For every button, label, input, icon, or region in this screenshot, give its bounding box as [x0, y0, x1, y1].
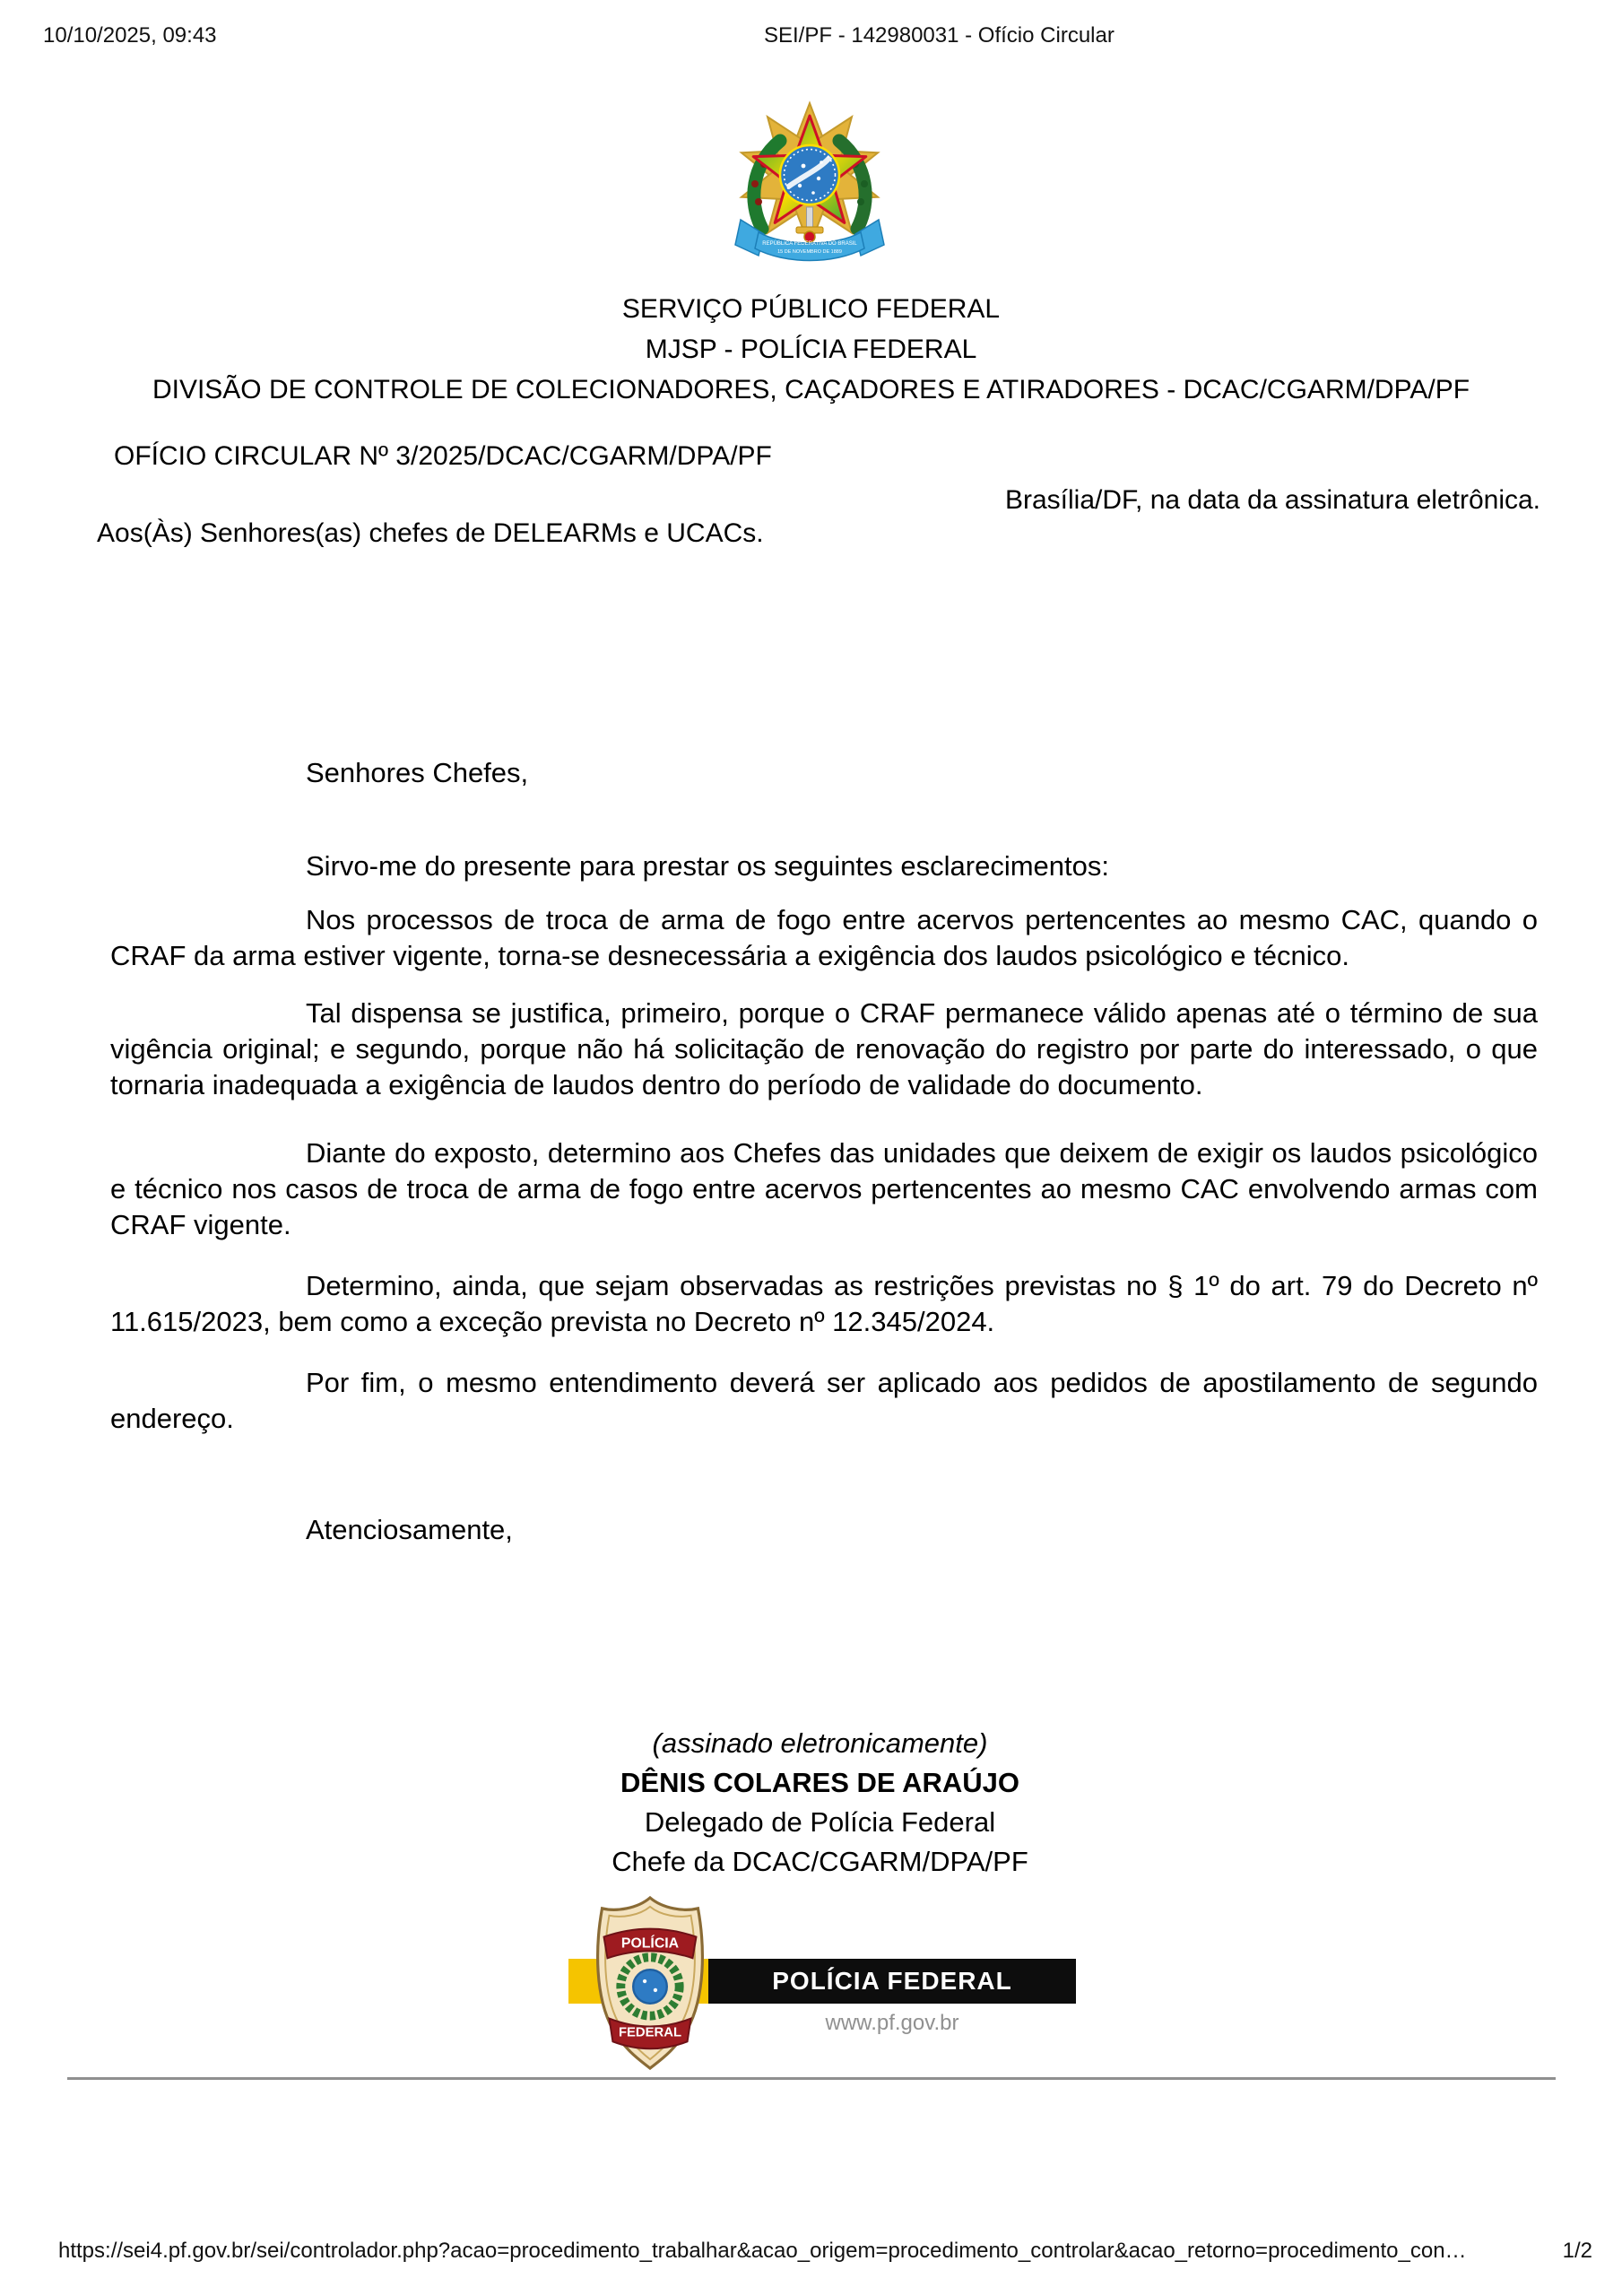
letterhead	[0, 289, 1622, 410]
letterhead-line-divisao: DIVISÃO DE CONTROLE DE COLECIONADORES, CAÇADORES E ATIRADORES - DCAC/CGARM/DPA/PF	[152, 375, 1470, 404]
place-date-line: Brasília/DF, na data da assinatura eletrônica.	[1005, 485, 1540, 515]
print-document-title: SEI/PF - 142980031 - Ofício Circular	[764, 23, 1115, 48]
letterhead-line-orgao: MJSP - POLÍCIA FEDERAL	[645, 335, 977, 364]
policia-federal-banner	[567, 1894, 1078, 2074]
paragraph-3: Diante do exposto, determino aos Chefes das unidades que deixem de exigir os laudos psicológico e técnico nos casos de troca de arma de fogo entre acervos pertencentes ao mesmo CAC envolvendo armas com CRAF vigente.	[110, 1137, 1538, 1240]
letterhead-line-servico: SERVIÇO PÚBLICO FEDERAL	[621, 294, 1001, 324]
star-dot	[820, 161, 823, 164]
letter-body	[110, 755, 1538, 1548]
ribbon-text-line1: REPÚBLICA FEDERATIVA DO BRASIL	[762, 241, 857, 247]
badge-star-dot	[654, 1988, 657, 1992]
star-dot	[798, 184, 802, 187]
tobacco-leaf	[861, 180, 868, 187]
ribbon-text-line2: 15 DE NOVEMBRO DE 1889	[777, 249, 842, 255]
closing-line: Atenciosamente,	[306, 1514, 513, 1545]
star-dot	[802, 164, 806, 169]
star-dot	[811, 191, 815, 195]
coffee-berry	[755, 198, 762, 205]
paragraph-intro: Sirvo-me do presente para prestar os seguintes esclarecimentos:	[306, 850, 1109, 882]
paragraph-4: Determino, ainda, que sejam observadas as restrições previstas no § 1º do art. 79 do Decreto nº 11.615/2023, bem como a exceção prevista no Decreto nº 12.345/2024.	[110, 1270, 1538, 1337]
paragraph-5: Por fim, o mesmo entendimento deverá ser aplicado aos pedidos de apostilamento de segundo endereço.	[110, 1367, 1538, 1434]
banner-black-bar	[708, 1959, 1076, 2004]
paragraph-1: Nos processos de troca de arma de fogo entre acervos pertencentes ao mesmo CAC, quando o CRAF da arma estiver vigente, torna-se desnecessária a exigência dos laudos psicológico e técnico.	[110, 904, 1538, 971]
signature-block	[9, 1724, 1622, 1882]
badge-star-dot	[643, 1979, 646, 1983]
coffee-berry	[751, 180, 759, 187]
banner-website-url: www.pf.gov.br	[825, 2011, 959, 2035]
banner-title: POLÍCIA FEDERAL	[772, 1967, 1012, 1995]
signature-note: (assinado eletronicamente)	[652, 1727, 988, 1759]
brazil-coat-of-arms-emblem	[728, 100, 891, 262]
star-dot	[817, 177, 820, 180]
footer-divider-line	[67, 2077, 1556, 2080]
print-footer-url: https://sei4.pf.gov.br/sei/controlador.php?acao=procedimento_trabalhar&acao_origem=procedimento_controlar&acao_retorno=procedimento_con…	[58, 2239, 1467, 2263]
tobacco-leaf	[857, 198, 864, 205]
paragraph-2: Tal dispensa se justifica, primeiro, porque o CRAF permanece válido apenas até o término de sua vigência original; e segundo, porque não há solicitação de renovação do registro por parte do interessado, o que tornaria inadequada a exigência de laudos dentro do período de validade do documento.	[110, 997, 1538, 1100]
badge-top-label: POLÍCIA	[620, 1935, 680, 1952]
policia-federal-badge-icon	[590, 1894, 710, 2072]
print-page-indicator: 1/2	[1562, 2239, 1592, 2263]
signatory-name: DÊNIS COLARES DE ARAÚJO	[620, 1767, 1019, 1798]
oficio-reference: OFÍCIO CIRCULAR Nº 3/2025/DCAC/CGARM/DPA/PF	[114, 441, 772, 471]
signatory-position: Chefe da DCAC/CGARM/DPA/PF	[612, 1846, 1028, 1877]
signatory-role: Delegado de Polícia Federal	[644, 1806, 996, 1838]
addressee-line: Aos(Às) Senhores(as) chefes de DELEARMs e UCACs.	[97, 518, 764, 548]
print-datetime: 10/10/2025, 09:43	[43, 23, 217, 48]
salutation: Senhores Chefes,	[306, 757, 529, 788]
badge-bottom-label: FEDERAL	[618, 2025, 682, 2040]
badge-globe	[633, 1970, 667, 2004]
